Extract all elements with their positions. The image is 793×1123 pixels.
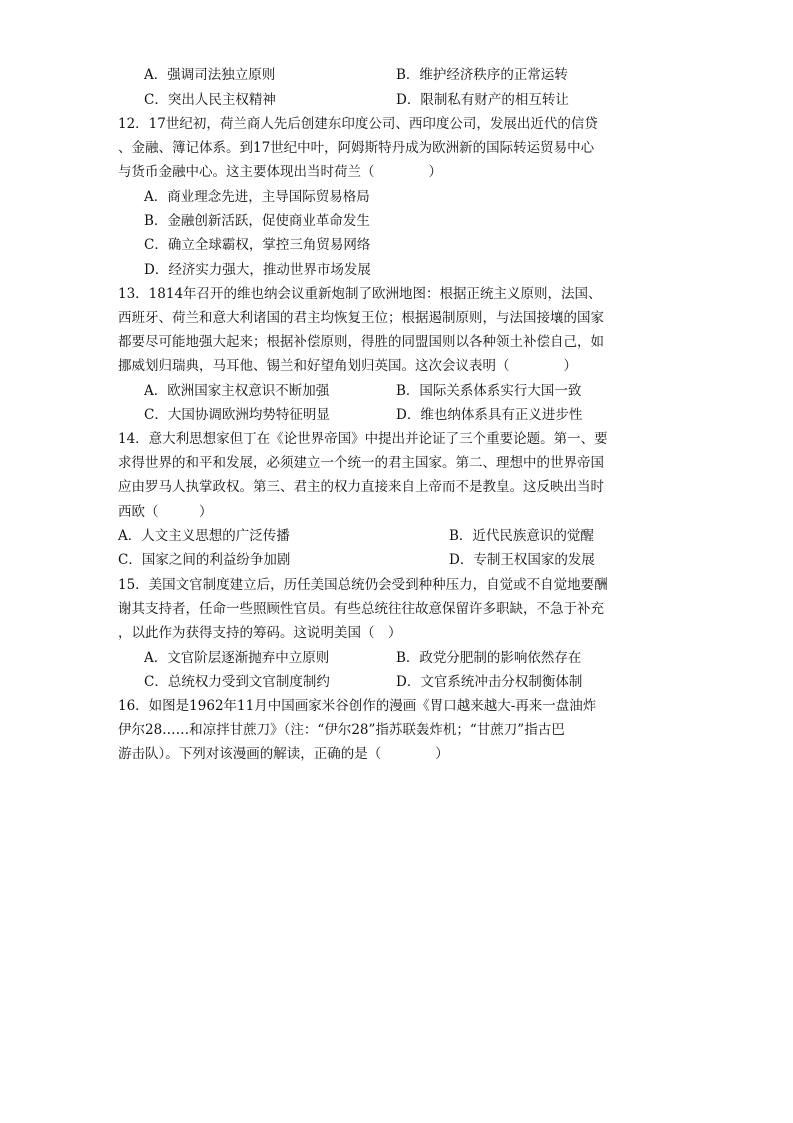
q13-stem-line-4: 挪威划归瑞典，马耳他、锡兰和好望角划归英国。这次会议表明（ ）	[118, 358, 577, 374]
q14-option-a: A．人文主义思想的广泛传播	[118, 528, 290, 544]
q15-option-a: A．文官阶层逐渐抛弃中立原则	[144, 650, 330, 666]
q15-stem-line-2: 谢其支持者，任命一些照顾性官员。有些总统往往故意保留许多职缺，不急于补充	[118, 601, 604, 617]
q14-option-c: C．国家之间的利益纷争加剧	[118, 552, 291, 568]
q12-stem-line-1: 12．17世纪初，荷兰商人先后创建东印度公司、西印度公司，发展出近代的信贷	[118, 116, 598, 132]
q11-option-a: A．强调司法独立原则	[144, 67, 276, 83]
q12-option-b: B．金融创新活跃，促使商业革命发生	[144, 213, 370, 229]
q15-option-d: D．文官系统冲击分权制衡体制	[396, 674, 583, 690]
q11-option-c: C．突出人民主权精神	[144, 92, 276, 108]
q15-option-b: B．政党分肥制的影响依然存在	[396, 650, 582, 666]
q16-stem-line-3: 游击队）。下列对该漫画的解读，正确的是（ ）	[118, 746, 449, 762]
q16-stem-line-1: 16．如图是1962年11月中国画家米谷创作的漫画《胃口越来越大-再来一盘油炸	[118, 698, 597, 714]
q11-option-b: B．维护经济秩序的正常运转	[396, 67, 568, 83]
q12-option-a: A．商业理念先进，主导国际贸易格局	[144, 189, 370, 205]
q16-stem-line-2: 伊尔28……和凉拌甘蔗刀》（注：“伊尔28”指苏联轰炸机；“甘蔗刀”指古巴	[118, 722, 565, 738]
q11-option-d: D．限制私有财产的相互转让	[396, 92, 569, 108]
q12-option-d: D．经济实力强大，推动世界市场发展	[144, 262, 371, 278]
q13-stem-line-1: 13．1814年召开的维也纳会议重新炮制了欧洲地图：根据正统主义原则，法国、	[118, 286, 602, 302]
q14-stem-line-4: 西欧（ ）	[118, 504, 213, 520]
q13-option-c: C．大国协调欧洲均势特征明显	[144, 407, 330, 423]
q14-stem-line-3: 应由罗马人执掌政权。第三、君主的权力直接来自上帝而不是教皇。这反映出当时	[118, 479, 604, 495]
q13-stem-line-3: 都要尽可能地强大起来；根据补偿原则，得胜的同盟国则以各种领土补偿自己，如	[118, 334, 604, 350]
q13-option-b: B．国际关系体系实行大国一致	[396, 383, 582, 399]
q12-option-c: C．确立全球霸权，掌控三角贸易网络	[144, 237, 371, 253]
q14-option-b: B．近代民族意识的觉醒	[449, 528, 594, 544]
q14-stem-line-2: 求得世界的和平和发展，必须建立一个统一的君主国家。第二、理想中的世界帝国	[118, 455, 604, 471]
q14-option-d: D．专制王权国家的发展	[449, 552, 595, 568]
q14-stem-line-1: 14．意大利思想家但丁在《论世界帝国》中提出并论证了三个重要论题。第一、要	[118, 431, 608, 447]
q15-option-c: C．总统权力受到文官制度制约	[144, 674, 330, 690]
q12-stem-line-2: 、金融、簿记体系。到17世纪中叶，阿姆斯特丹成为欧洲新的国际转运贸易中心	[118, 140, 595, 156]
q12-stem-line-3: 与货币金融中心。这主要体现出当时荷兰（ ）	[118, 164, 442, 180]
q13-option-d: D．维也纳体系具有正义进步性	[396, 407, 583, 423]
q15-stem-line-1: 15．美国文官制度建立后，历任美国总统仍会受到种种压力，自觉或不自觉地要酬	[118, 577, 608, 593]
q15-stem-line-3: ，以此作为获得支持的筹码。这说明美国（ ）	[118, 625, 402, 641]
q13-stem-line-2: 西班牙、荷兰和意大利诸国的君主均恢复王位；根据遏制原则，与法国接壤的国家	[118, 310, 604, 326]
q13-option-a: A．欧洲国家主权意识不断加强	[144, 383, 330, 399]
